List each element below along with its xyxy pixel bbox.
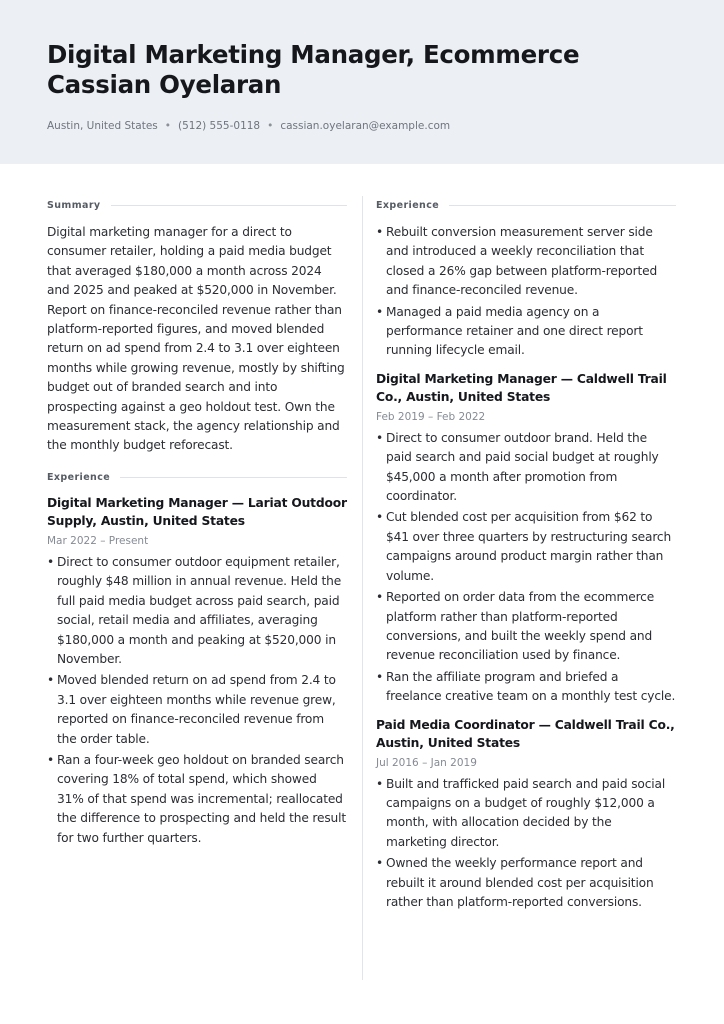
bullet-item xyxy=(376,854,676,912)
job-dates: Jul 2016 – Jan 2019 xyxy=(376,756,477,769)
job-dates: Feb 2019 – Feb 2022 xyxy=(376,410,486,423)
left-column xyxy=(47,199,347,850)
bullet-text: Managed a paid media agency on a performance retainer and one direct report running lifecycle email. xyxy=(386,304,643,358)
resume-header xyxy=(0,0,724,164)
section-rule xyxy=(111,205,348,206)
job-bullets xyxy=(376,429,676,707)
location: Austin, United States xyxy=(47,120,158,132)
contact-line xyxy=(47,120,687,132)
bullet-item xyxy=(376,303,676,361)
bullet-dot-icon: • xyxy=(47,752,55,767)
bullet-text: Cut blended cost per acquisition from $62 to $41 over three quarters by restructuring search campaigns around product margin rather than volume. xyxy=(386,510,672,583)
bullet-item xyxy=(376,429,676,507)
bullet-dot-icon: • xyxy=(47,673,55,688)
bullet-text: Owned the weekly performance report and rebuilt it around blended cost per acquisition rather than platform-reported conversions. xyxy=(386,856,654,909)
job-entry xyxy=(376,716,676,913)
bullet-text: Built and trafficked paid search and paid social campaigns on a budget of roughly $12,000 a month, with allocation decided by the marketing director. xyxy=(386,776,666,849)
section-rule xyxy=(449,205,676,206)
email: cassian.oyelaran@example.com xyxy=(280,120,451,132)
continued-bullets xyxy=(376,223,676,361)
bullet-text: Moved blended return on ad spend from 2.4 to 3.1 over eighteen months while revenue grew, reported on finance-reconciled revenue from the order table. xyxy=(57,673,336,746)
candidate-name: Cassian Oyelaran xyxy=(47,70,282,99)
job-dates: Mar 2022 – Present xyxy=(47,534,149,547)
separator-dot: • xyxy=(164,120,171,132)
experience-section-heading xyxy=(376,199,676,212)
section-heading-label: Experience xyxy=(376,200,440,211)
bullet-dot-icon: • xyxy=(376,669,384,684)
bullet-item xyxy=(376,223,676,301)
summary-text: Digital marketing manager for a direct to consumer retailer, holding a paid media budget that averaged $180,000 a month across 2024 and 2025 and peaked at $520,000 in November. Report on finance-reconciled revenue rather than platform-reported figures, and moved blended return on ad spend from 2.4 to 3.1 over eighteen months while growing revenue, mostly by shifting budget out of branded search and into prospecting against a geo holdout test. Own the measurement stack, the agency relationship and the monthly budget reforecast. xyxy=(47,225,345,453)
job-title-heading: Digital Marketing Manager, Ecommerce xyxy=(47,40,580,69)
bullet-item xyxy=(47,751,347,848)
bullet-text: Rebuilt conversion measurement server side and introduced a weekly reconciliation that closed a 26% gap between platform-reported and finance-reconciled revenue. xyxy=(386,225,658,298)
separator-dot: • xyxy=(267,120,274,132)
bullet-item xyxy=(47,553,347,669)
phone: (512) 555-0118 xyxy=(177,120,261,132)
job-bullets xyxy=(47,553,347,848)
bullet-dot-icon: • xyxy=(47,554,55,569)
column-divider xyxy=(362,196,363,980)
experience-section-right xyxy=(376,199,676,361)
right-column xyxy=(376,199,676,914)
bullet-dot-icon: • xyxy=(376,430,384,445)
bullet-text: Ran a four-week geo holdout on branded search covering 18% of total spend, which showed 31% of that spend was incremental; reallocated the difference to prospecting and held the result for two further quarters. xyxy=(57,752,346,845)
section-heading-label: Summary xyxy=(47,200,101,211)
bullet-item xyxy=(47,671,347,749)
bullet-dot-icon: • xyxy=(376,776,384,791)
experience-section-left xyxy=(47,471,347,848)
bullet-item xyxy=(376,508,676,586)
job-title: Digital Marketing Manager — Lariat Outdoor Supply, Austin, United States xyxy=(47,495,347,529)
experience-section-heading xyxy=(47,471,347,484)
bullet-dot-icon: • xyxy=(376,856,384,871)
job-bullets xyxy=(376,775,676,913)
bullet-text: Ran the affiliate program and briefed a freelance creative team on a monthly test cycle. xyxy=(386,669,676,704)
bullet-item xyxy=(376,588,676,666)
job-title: Digital Marketing Manager — Caldwell Trail Co., Austin, United States xyxy=(376,371,667,405)
bullet-text: Reported on order data from the ecommerce platform rather than platform-reported conversions, and built the weekly spend and revenue reconciliation used by finance. xyxy=(386,590,655,663)
bullet-text: Direct to consumer outdoor equipment retailer, roughly $48 million in annual revenue. Held the full paid media budget across paid search, paid social, retail media and affiliates, averaging $180,000 a month and peaking at $520,000 in November. xyxy=(57,554,342,666)
resume-title xyxy=(47,40,687,100)
section-heading-label: Experience xyxy=(47,471,111,483)
job-entry xyxy=(376,370,676,707)
bullet-item xyxy=(376,668,676,707)
bullet-dot-icon: • xyxy=(376,510,384,525)
bullet-item xyxy=(376,775,676,853)
bullet-dot-icon: • xyxy=(376,590,384,605)
bullet-text: Direct to consumer outdoor brand. Held the paid search and paid social budget at roughly $45,000 a month after promotion from coordinator. xyxy=(386,430,659,504)
job-title: Paid Media Coordinator — Caldwell Trail Co., Austin, United States xyxy=(376,717,675,751)
section-rule xyxy=(120,477,347,478)
summary-section-heading xyxy=(47,199,347,212)
bullet-dot-icon: • xyxy=(376,225,384,239)
bullet-dot-icon: • xyxy=(376,304,384,319)
